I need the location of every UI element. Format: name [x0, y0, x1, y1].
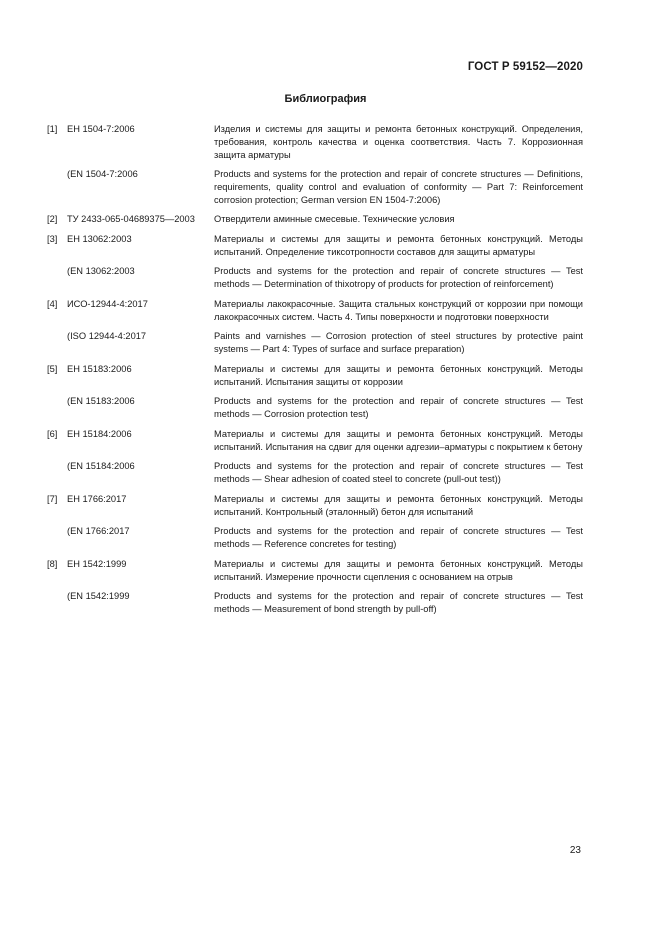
bib-text: Материалы и системы для защиты и ремонта бетонных конструкций. Методы испытаний. Определение тиксотропности составов для защиты арматуры	[214, 234, 583, 257]
bib-entry-4	[47, 298, 583, 324]
bib-number: [1]	[47, 124, 58, 134]
bib-entry-8	[47, 558, 583, 584]
bib-entry-6-en	[47, 460, 583, 486]
bib-entry-2	[47, 213, 583, 226]
bib-entry-7-en	[47, 525, 583, 551]
bib-entry-4-en	[47, 330, 583, 356]
bib-code: ИСО-12944-4:2017	[67, 299, 148, 309]
bib-number: [2]	[47, 214, 58, 224]
bib-number: [4]	[47, 299, 58, 309]
bib-entry-7	[47, 493, 583, 519]
bib-code: ЕН 1504-7:2006	[67, 124, 135, 134]
bib-text: Материалы и системы для защиты и ремонта бетонных конструкций. Методы испытаний. Измерение прочности сцепления с основанием на отрыв	[214, 559, 583, 582]
standard-id: ГОСТ Р 59152—2020	[467, 61, 583, 73]
bib-text: Products and systems for the protection and repair of concrete structures — Test methods — Corrosion protection test)	[214, 396, 583, 419]
page-title: Библиография	[284, 93, 367, 105]
bib-entry-3	[47, 233, 583, 259]
bib-code: ЕН 1542:1999	[67, 559, 127, 569]
bib-code: ТУ 2433-065-04689375—2003	[67, 214, 195, 224]
bib-code: (EN 13062:2003	[67, 266, 135, 276]
bib-text: Products and systems for the protection and repair of concrete structures — Definitions, requirements, quality control and evaluation of conformity — Part 7: Reinforcement corrosion protection; German version EN 1504-7:2006)	[214, 169, 583, 205]
bib-text: Материалы и системы для защиты и ремонта бетонных конструкций. Методы испытаний. Контрольный (эталонный) бетон для испытаний	[214, 494, 583, 517]
bib-code: ЕН 15184:2006	[67, 429, 132, 439]
bib-number: [8]	[47, 559, 58, 569]
bib-code: (EN 15183:2006	[67, 396, 135, 406]
bib-text: Products and systems for the protection and repair of concrete structures — Test methods — Shear adhesion of coated steel to concrete (pull-out test))	[214, 461, 583, 484]
bib-text: Изделия и системы для защиты и ремонта бетонных конструкций. Определения, требования, контроль качества и оценка соответствия. Часть 7. Коррозионная защита арматуры	[214, 124, 583, 160]
bib-text: Paints and varnishes — Corrosion protection of steel structures by protective paint systems — Part 4: Types of surface and surface preparation)	[214, 331, 583, 354]
bib-code: ЕН 1766:2017	[67, 494, 127, 504]
bibliography-list	[47, 123, 583, 616]
bib-code: (EN 1542:1999	[67, 591, 130, 601]
bib-code: ЕН 15183:2006	[67, 364, 132, 374]
bib-number: [7]	[47, 494, 58, 504]
bib-entry-6	[47, 428, 583, 454]
bib-entry-5-en	[47, 395, 583, 421]
bib-text: Products and systems for the protection and repair of concrete structures — Test methods — Determination of thixotropy of products for protection of reinforcement)	[214, 266, 583, 289]
bib-text: Products and systems for the protection and repair of concrete structures — Test methods — Reference concretes for testing)	[214, 526, 583, 549]
bib-code: (EN 1766:2017	[67, 526, 130, 536]
bib-entry-8-en	[47, 590, 583, 616]
page-number: 23	[569, 845, 581, 856]
bib-entry-3-en	[47, 265, 583, 291]
bib-text: Материалы и системы для защиты и ремонта бетонных конструкций. Методы испытаний. Испытания защиты от коррозии	[214, 364, 583, 387]
bib-number: [6]	[47, 429, 58, 439]
bib-code: ЕН 13062:2003	[67, 234, 132, 244]
page-title-wrap	[0, 93, 661, 105]
bib-text: Products and systems for the protection and repair of concrete structures — Test methods — Measurement of bond strength by pull-off)	[214, 591, 583, 614]
bib-code: (ISO 12944-4:2017	[67, 331, 147, 341]
bib-number: [3]	[47, 234, 58, 244]
bib-number: [5]	[47, 364, 58, 374]
bib-text: Материалы и системы для защиты и ремонта бетонных конструкций. Методы испытаний. Испытания на сдвиг для оценки адгезии–арматуры с покрытием к бетону	[214, 429, 583, 452]
bib-text: Материалы лакокрасочные. Защита стальных конструкций от коррозии при помощи лакокрасочных систем. Часть 4. Типы поверхности и подготовки поверхности	[214, 299, 583, 322]
bib-entry-1-en	[47, 168, 583, 207]
bib-text: Отвердители аминные смесевые. Технические условия	[214, 214, 455, 224]
bib-code: (EN 1504-7:2006	[67, 169, 138, 179]
bib-entry-1	[47, 123, 583, 162]
bib-entry-5	[47, 363, 583, 389]
bib-code: (EN 15184:2006	[67, 461, 135, 471]
